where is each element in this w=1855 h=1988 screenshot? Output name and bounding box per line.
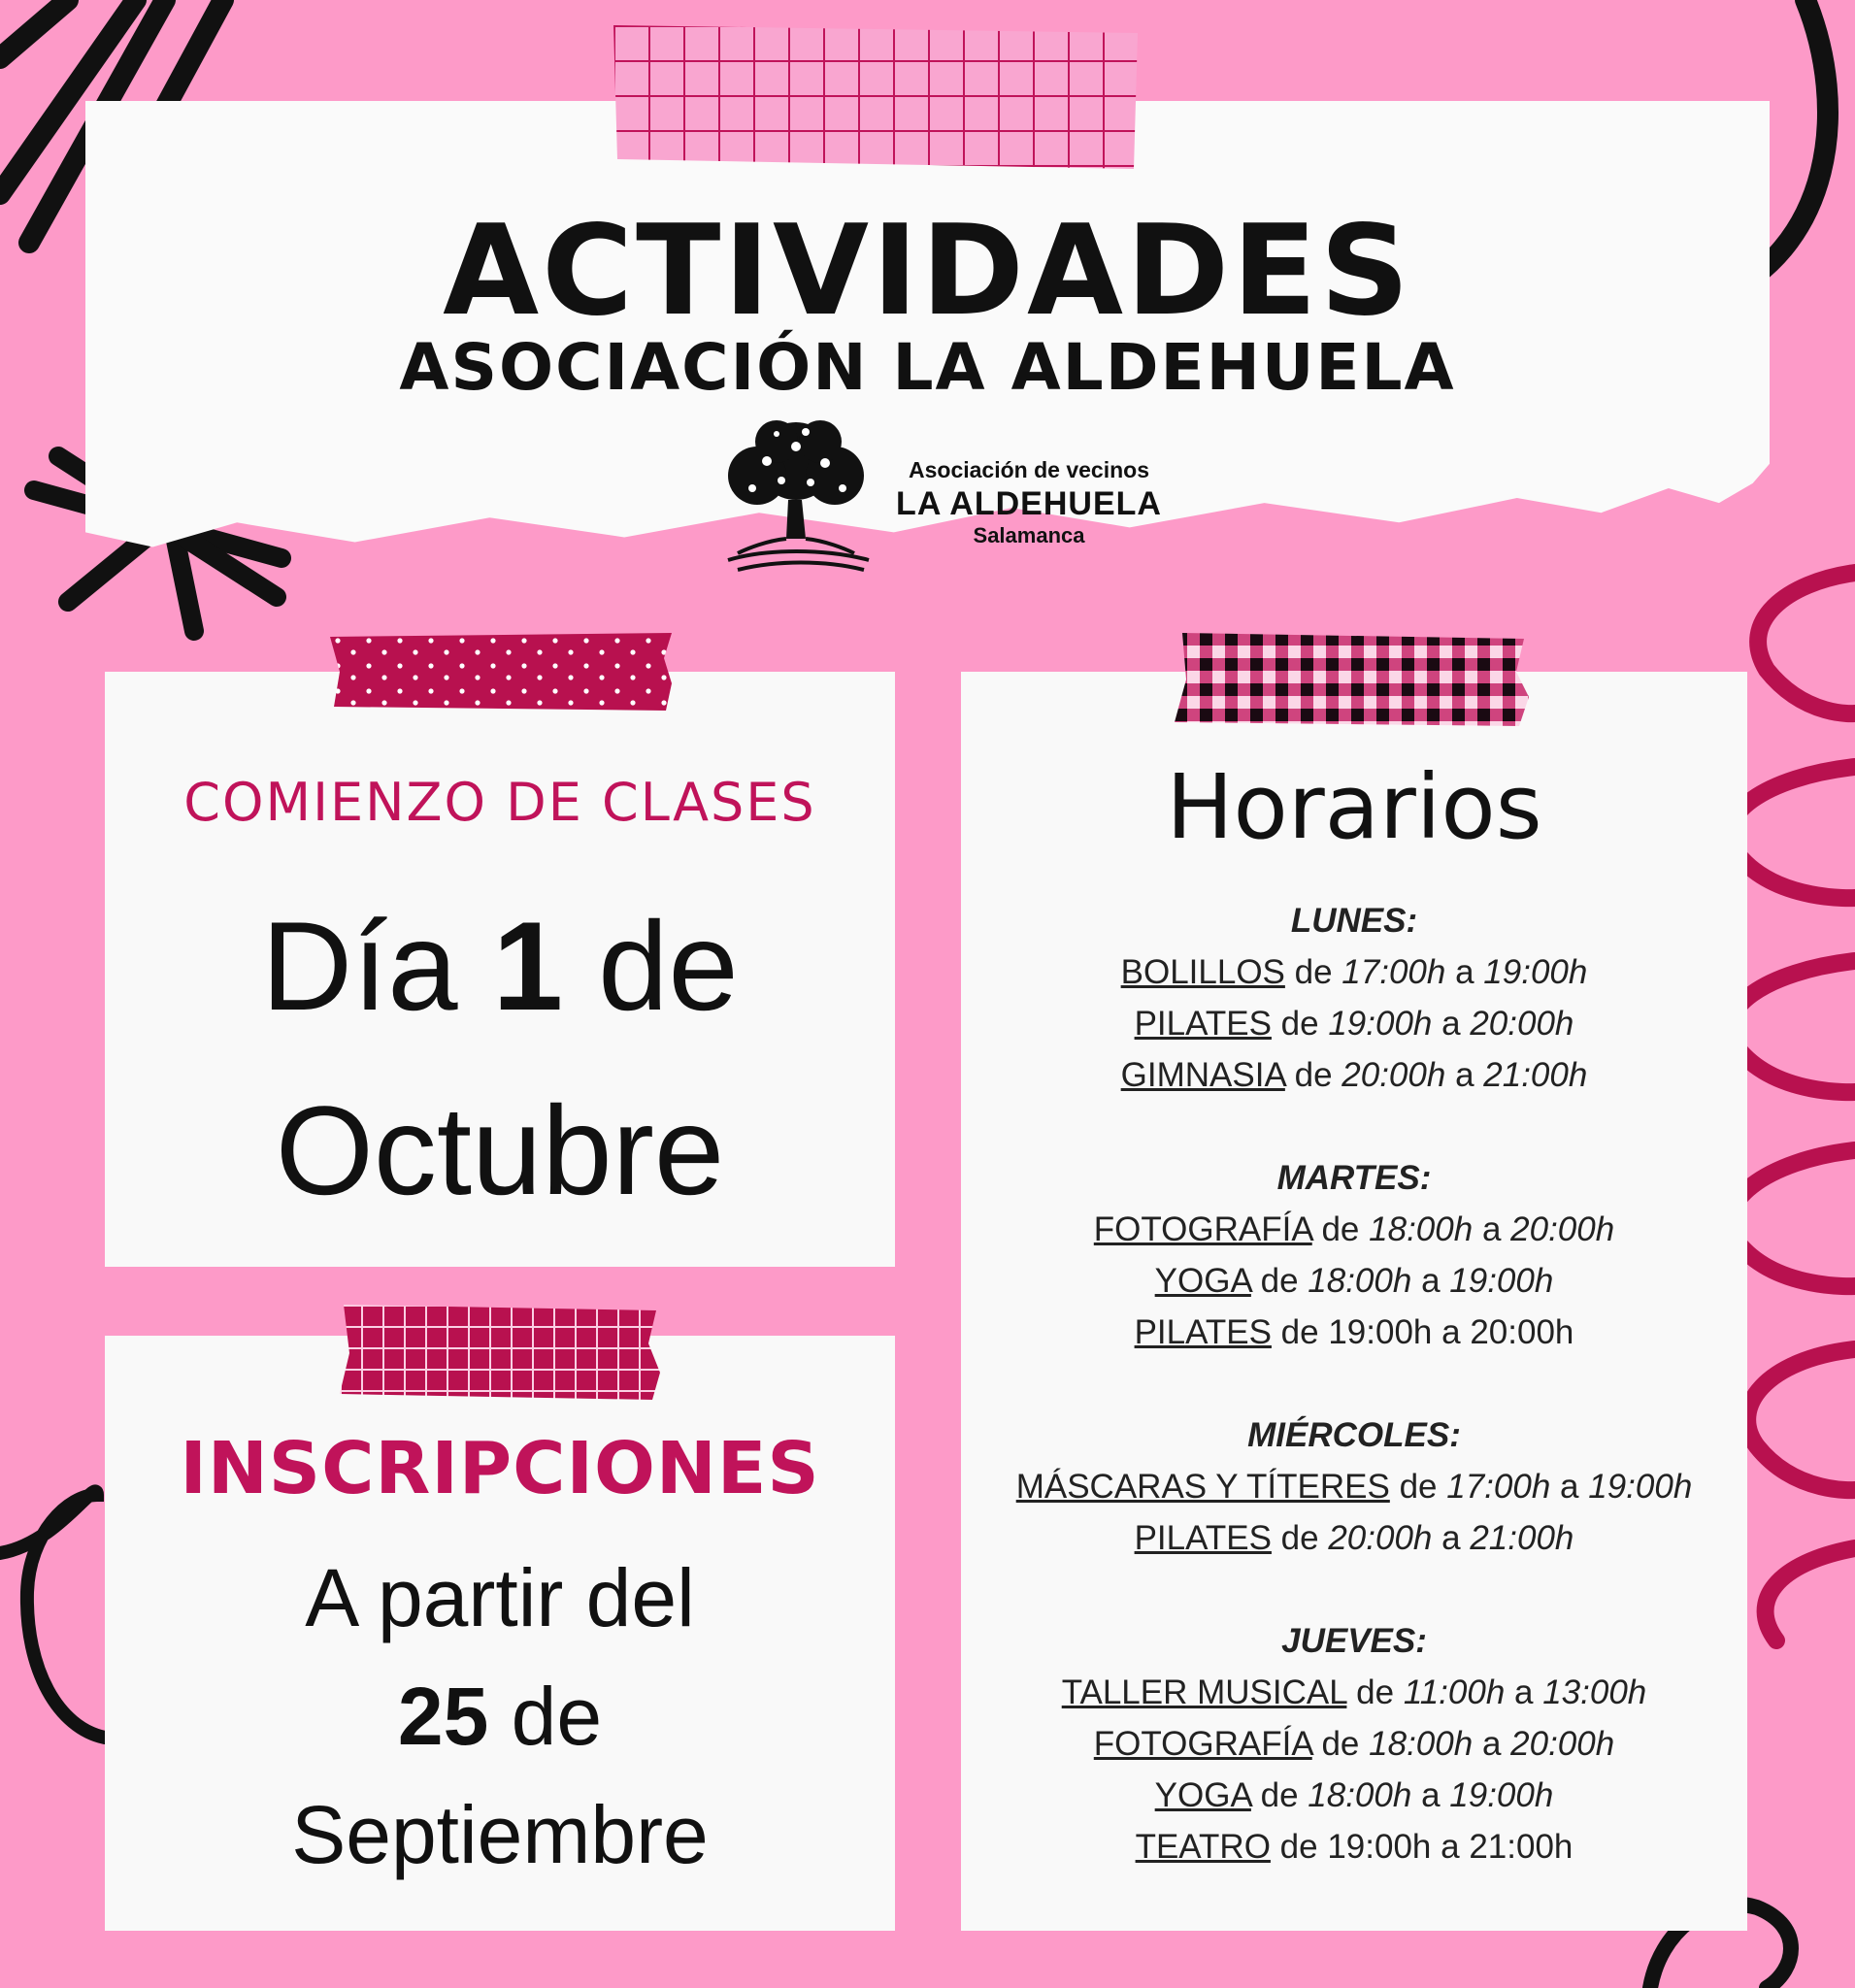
connector-de: de <box>1279 1828 1318 1866</box>
time-to: 20:00h <box>1470 1313 1574 1351</box>
schedule-day <box>961 1409 1747 1564</box>
time-to: 19:00h <box>1588 1468 1693 1506</box>
registration-label: INSCRIPCIONES <box>180 1427 820 1510</box>
time-to: 19:00h <box>1483 953 1588 991</box>
time-to: 20:00h <box>1510 1725 1615 1763</box>
connector-de: de <box>1294 953 1333 991</box>
schedule-entry <box>961 1255 1747 1307</box>
time-from: 18:00h <box>1308 1262 1412 1300</box>
tape-dots <box>330 633 672 711</box>
time-to: 21:00h <box>1469 1828 1573 1866</box>
time-from: 17:00h <box>1342 953 1446 991</box>
schedule-list <box>961 895 1747 1872</box>
schedule-day <box>961 1152 1747 1358</box>
registration-date <box>105 1539 895 1894</box>
connector-a: a <box>1441 1005 1461 1043</box>
time-to: 21:00h <box>1483 1056 1588 1094</box>
activity-name: FOTOGRAFÍA <box>1093 1210 1312 1248</box>
time-from: 19:00h <box>1328 1005 1433 1043</box>
time-from: 18:00h <box>1369 1725 1474 1763</box>
time-from: 19:00h <box>1328 1313 1433 1351</box>
start-label: COMIENZO DE CLASES <box>183 772 816 833</box>
connector-de: de <box>1260 1776 1299 1814</box>
schedule-entry <box>961 946 1747 998</box>
day-name: MIÉRCOLES: <box>1247 1416 1461 1454</box>
zigzag-doodle <box>1730 573 1855 1640</box>
connector-a: a <box>1514 1673 1534 1711</box>
connector-a: a <box>1421 1262 1441 1300</box>
schedule-entry <box>961 1307 1747 1358</box>
registration-month: Septiembre <box>291 1789 709 1880</box>
logo-line-3: Salamanca <box>973 523 1085 547</box>
schedule-entry <box>961 1512 1747 1564</box>
start-day-number: 1 <box>492 895 563 1037</box>
time-from: 19:00h <box>1327 1828 1432 1866</box>
schedule-entry <box>961 1204 1747 1255</box>
logo-line-1: Asociación de vecinos <box>909 457 1149 482</box>
activity-name: MÁSCARAS Y TÍTERES <box>1015 1468 1390 1506</box>
time-to: 19:00h <box>1449 1776 1554 1814</box>
connector-de: de <box>1280 1313 1319 1351</box>
connector-a: a <box>1441 1828 1460 1866</box>
schedule-day <box>961 1615 1747 1872</box>
connector-a: a <box>1560 1468 1579 1506</box>
time-from: 11:00h <box>1403 1673 1506 1711</box>
connector-a: a <box>1481 1725 1502 1763</box>
connector-de: de <box>1356 1673 1395 1711</box>
day-name: JUEVES: <box>1281 1622 1427 1660</box>
connector-de: de <box>1260 1262 1299 1300</box>
logo-line-2: LA ALDEHUELA <box>896 485 1162 522</box>
activity-name: TALLER MUSICAL <box>1061 1673 1347 1711</box>
loop-doodle <box>0 1491 105 1738</box>
schedule-title: Horarios <box>1166 755 1542 859</box>
tape-gingham <box>1175 633 1529 726</box>
time-from: 18:00h <box>1369 1210 1474 1248</box>
connector-de: de <box>1399 1468 1438 1506</box>
activity-name: GIMNASIA <box>1120 1056 1285 1094</box>
registration-prefix: A partir del <box>305 1552 695 1643</box>
day-name: MARTES: <box>1276 1159 1432 1197</box>
time-to: 13:00h <box>1542 1673 1647 1711</box>
start-date <box>105 874 895 1242</box>
connector-de: de <box>1321 1725 1360 1763</box>
time-from: 20:00h <box>1328 1519 1433 1557</box>
association-logo <box>709 413 1165 578</box>
connector-a: a <box>1455 953 1474 991</box>
connector-de: de <box>1294 1056 1333 1094</box>
activity-name: BOLILLOS <box>1120 953 1285 991</box>
time-from: 20:00h <box>1342 1056 1446 1094</box>
activity-name: PILATES <box>1134 1519 1272 1557</box>
schedule-entry <box>961 1770 1747 1821</box>
connector-a: a <box>1441 1313 1461 1351</box>
tape-grid-header <box>613 25 1138 169</box>
time-from: 17:00h <box>1446 1468 1551 1506</box>
time-to: 20:00h <box>1510 1210 1615 1248</box>
time-to: 19:00h <box>1449 1262 1554 1300</box>
registration-day-number: 25 <box>397 1671 489 1762</box>
activity-name: PILATES <box>1134 1005 1272 1043</box>
activity-name: PILATES <box>1134 1313 1272 1351</box>
day-name: LUNES: <box>1290 902 1418 940</box>
schedule-day <box>961 895 1747 1101</box>
schedule-entry <box>961 1049 1747 1101</box>
page-title: ACTIVIDADES <box>443 199 1412 344</box>
connector-de: de <box>1280 1005 1319 1043</box>
start-month: Octubre <box>275 1079 725 1221</box>
connector-de: de <box>1280 1519 1319 1557</box>
start-de: de <box>598 895 739 1037</box>
schedule-entry <box>961 1667 1747 1718</box>
activity-name: FOTOGRAFÍA <box>1093 1725 1312 1763</box>
time-to: 21:00h <box>1470 1519 1574 1557</box>
connector-a: a <box>1481 1210 1502 1248</box>
registration-de: de <box>511 1671 603 1762</box>
page-subtitle: ASOCIACIÓN LA ALDEHUELA <box>399 330 1456 405</box>
schedule-entry <box>961 1461 1747 1512</box>
start-day-word: Día <box>261 895 458 1037</box>
schedule-entry <box>961 1718 1747 1770</box>
tape-grid-dark <box>340 1305 660 1400</box>
connector-a: a <box>1441 1519 1461 1557</box>
activity-name: YOGA <box>1154 1776 1251 1814</box>
connector-a: a <box>1455 1056 1474 1094</box>
connector-de: de <box>1321 1210 1360 1248</box>
time-to: 20:00h <box>1470 1005 1574 1043</box>
tree-logo-icon <box>709 413 883 578</box>
time-from: 18:00h <box>1308 1776 1412 1814</box>
schedule-entry <box>961 1821 1747 1872</box>
activity-name: TEATRO <box>1135 1828 1271 1866</box>
schedule-entry <box>961 998 1747 1049</box>
connector-a: a <box>1421 1776 1441 1814</box>
activity-name: YOGA <box>1154 1262 1251 1300</box>
